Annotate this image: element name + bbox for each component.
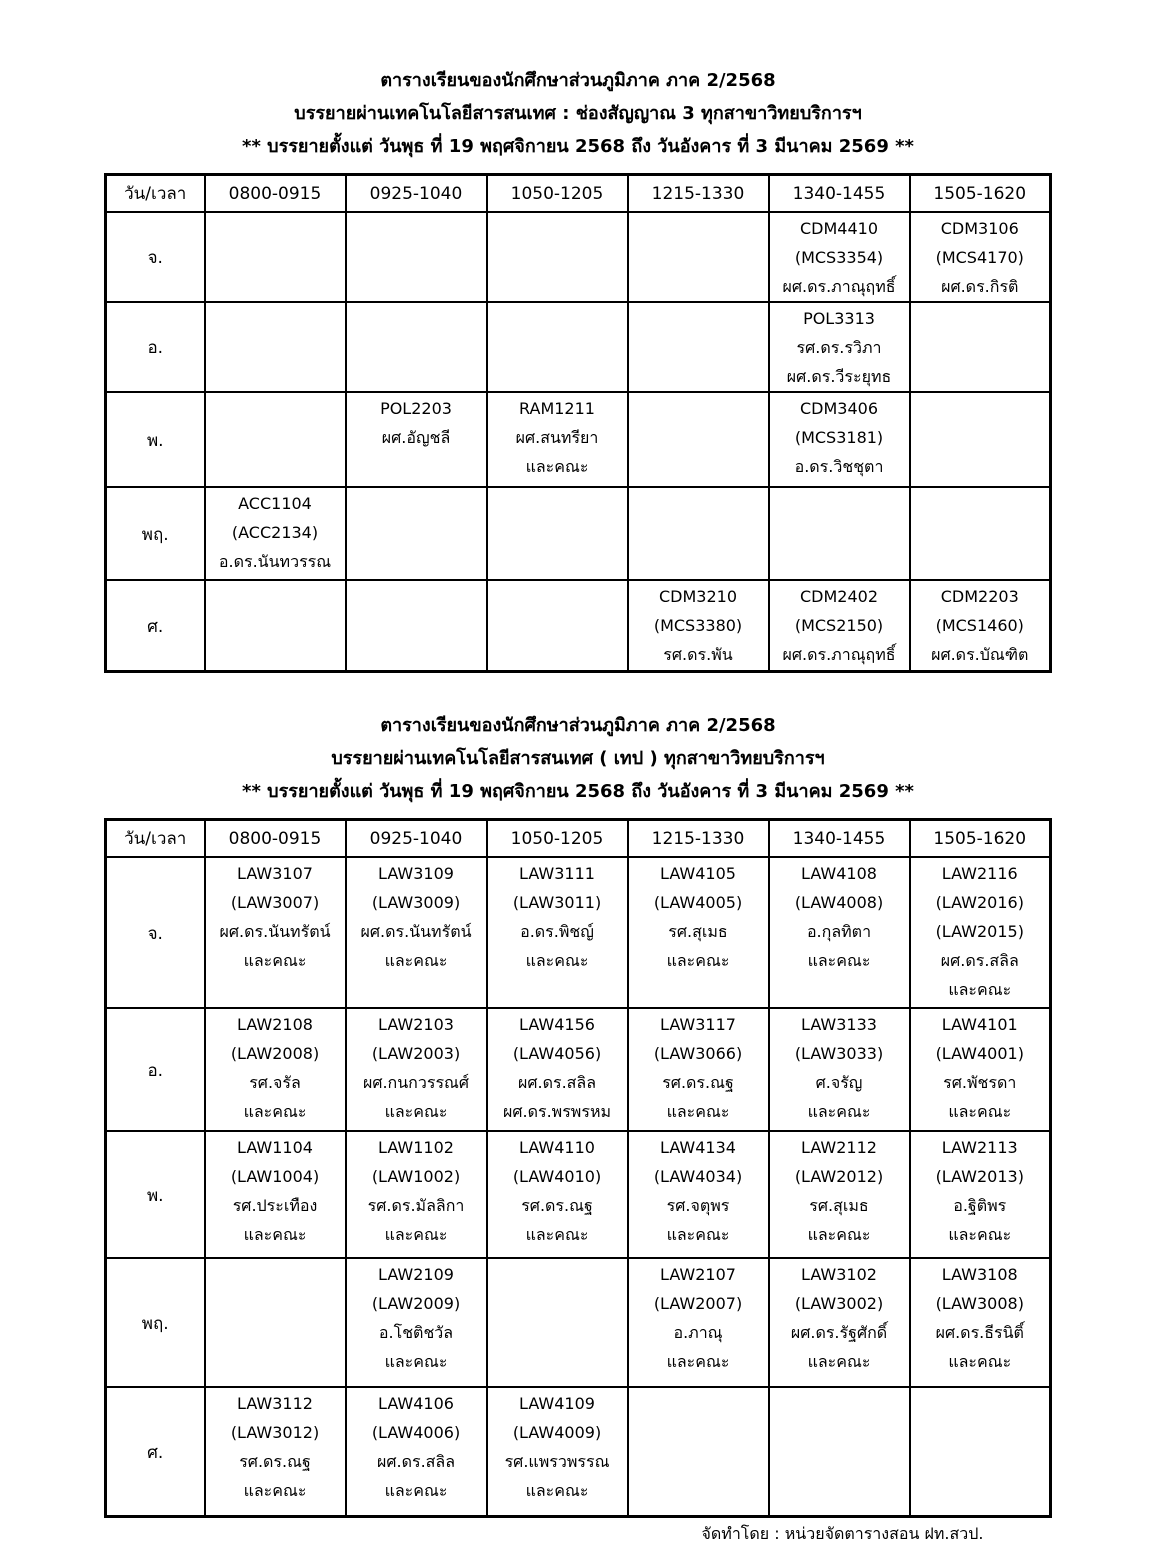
cell-line: ผศ.ดร.ธีรนิติ์ xyxy=(935,1323,1024,1342)
cell-line: และคณะ xyxy=(243,1481,307,1500)
column-header: 1215-1330 xyxy=(628,175,769,213)
cell-line: LAW2116 xyxy=(941,864,1018,883)
cell-line: LAW2109 xyxy=(378,1265,454,1284)
schedule-row xyxy=(106,1258,1051,1387)
cell-line: CDM2402 xyxy=(799,587,878,606)
column-header: 0800-0915 xyxy=(205,175,346,213)
day-label: พ. xyxy=(106,392,205,487)
table1-title-line-2: บรรยายผ่านเทคโนโลยีสารสนเทศ : ช่องสัญญาณ 3 ทุกสาขาวิทยบริการฯ xyxy=(294,103,862,124)
course-cell xyxy=(487,1008,628,1131)
cell-line: (LAW3011) xyxy=(512,893,602,912)
cell-line: LAW3102 xyxy=(801,1265,877,1284)
cell-line: รศ.พัชรดา xyxy=(943,1073,1017,1092)
course-cell xyxy=(205,487,346,580)
empty-cell xyxy=(628,392,769,487)
empty-cell xyxy=(487,580,628,672)
course-cell xyxy=(205,857,346,1008)
schedule-row xyxy=(106,1387,1051,1517)
cell-line: LAW2113 xyxy=(941,1138,1018,1157)
cell-line: CDM3106 xyxy=(940,219,1019,238)
cell-line: และคณะ xyxy=(807,1225,871,1244)
cell-line: และคณะ xyxy=(948,1102,1012,1121)
column-header: 1505-1620 xyxy=(910,820,1051,858)
cell-line: อ.กุลทิตา xyxy=(806,922,872,941)
empty-cell xyxy=(628,1387,769,1517)
cell-line: ผศ.ดร.ภาณุฤทธิ์ xyxy=(782,645,896,664)
cell-line: และคณะ xyxy=(384,951,448,970)
schedule-row xyxy=(106,392,1051,487)
cell-line: (LAW2009) xyxy=(371,1294,461,1313)
course-cell xyxy=(769,302,910,392)
cell-line: LAW2108 xyxy=(237,1015,313,1034)
tape-schedule-table xyxy=(104,818,1052,1518)
cell-line: ผศ.ดร.วีระยุทธ xyxy=(786,367,892,386)
course-cell xyxy=(628,857,769,1008)
day-label: จ. xyxy=(106,212,205,302)
empty-cell xyxy=(910,487,1051,580)
cell-line: (MCS2150) xyxy=(794,616,884,635)
cell-line: และคณะ xyxy=(525,1225,589,1244)
cell-line: รศ.แพรวพรรณ xyxy=(504,1452,610,1471)
course-cell xyxy=(628,1131,769,1258)
cell-line: (MCS3354) xyxy=(794,248,884,267)
course-cell xyxy=(487,1131,628,1258)
day-label: พ. xyxy=(106,1131,205,1258)
cell-line: รศ.ดร.ณฐ xyxy=(662,1073,734,1092)
cell-line: และคณะ xyxy=(243,951,307,970)
course-cell xyxy=(628,1008,769,1131)
course-cell xyxy=(346,1258,487,1387)
empty-cell xyxy=(769,1387,910,1517)
cell-line: CDM3210 xyxy=(658,587,737,606)
empty-cell xyxy=(769,487,910,580)
cell-line: และคณะ xyxy=(384,1352,448,1371)
cell-line: (LAW4006) xyxy=(371,1423,461,1442)
cell-line: LAW2112 xyxy=(801,1138,877,1157)
cell-line: LAW3111 xyxy=(519,864,595,883)
cell-line: LAW3107 xyxy=(237,864,313,883)
empty-cell xyxy=(346,487,487,580)
table-header-row xyxy=(106,175,1051,213)
empty-cell xyxy=(346,302,487,392)
course-cell xyxy=(487,1387,628,1517)
cell-line: (LAW2007) xyxy=(653,1294,743,1313)
cell-line: ผศ.สนทรียา xyxy=(515,428,599,447)
cell-line: (ACC2134) xyxy=(231,523,319,542)
cell-line: และคณะ xyxy=(525,951,589,970)
cell-line: LAW4105 xyxy=(660,864,736,883)
cell-line: รศ.ดร.รวิภา xyxy=(796,338,882,357)
day-label: ศ. xyxy=(106,580,205,672)
course-cell xyxy=(628,580,769,672)
cell-line: (MCS3380) xyxy=(653,616,743,635)
table2-title-line-3: ** บรรยายตั้งแต่ วันพุธ ที่ 19 พฤศจิกายน 2568 ถึง วันอังคาร ที่ 3 มีนาคม 2569 ** xyxy=(242,781,914,802)
cell-line: ผศ.ดร.นันทรัตน์ xyxy=(219,922,331,941)
table2-title-block xyxy=(107,673,1050,808)
empty-cell xyxy=(487,1258,628,1387)
cell-line: รศ.ดร.พัน xyxy=(663,645,733,664)
table-header-row xyxy=(106,820,1051,858)
cell-line: CDM2203 xyxy=(940,587,1019,606)
cell-line: อ.ภาณุ xyxy=(673,1323,723,1342)
cell-line: อ.ดร.นันทวรรณ xyxy=(218,552,332,571)
column-header: 1050-1205 xyxy=(487,175,628,213)
cell-line: ผศ.ดร.ภาณุฤทธิ์ xyxy=(782,277,896,296)
column-header: 0925-1040 xyxy=(346,175,487,213)
day-label: อ. xyxy=(106,1008,205,1131)
day-label: พฤ. xyxy=(106,1258,205,1387)
cell-line: และคณะ xyxy=(948,1225,1012,1244)
column-header: วัน/เวลา xyxy=(106,175,205,213)
cell-line: LAW1102 xyxy=(378,1138,454,1157)
cell-line: และคณะ xyxy=(666,1225,730,1244)
cell-line: (LAW2016) xyxy=(935,893,1024,912)
cell-line: (LAW2008) xyxy=(230,1044,320,1063)
course-cell xyxy=(346,857,487,1008)
cell-line: (LAW2012) xyxy=(794,1167,884,1186)
cell-line: รศ.จตุพร xyxy=(666,1196,730,1215)
cell-line: LAW3117 xyxy=(660,1015,736,1034)
empty-cell xyxy=(910,392,1051,487)
cell-line: และคณะ xyxy=(384,1225,448,1244)
cell-line: รศ.ดร.ณฐ xyxy=(239,1452,311,1471)
cell-line: รศ.สุเมธ xyxy=(809,1196,869,1215)
empty-cell xyxy=(205,1258,346,1387)
column-header: วัน/เวลา xyxy=(106,820,205,858)
course-cell xyxy=(910,857,1051,1008)
cell-line: ผศ.อัญชลี xyxy=(381,428,451,447)
cell-line: (LAW2003) xyxy=(371,1044,461,1063)
cell-line: อ.โชติชวัล xyxy=(378,1323,454,1342)
column-header: 1505-1620 xyxy=(910,175,1051,213)
cell-line: (LAW4056) xyxy=(512,1044,602,1063)
cell-line: และคณะ xyxy=(525,457,589,476)
empty-cell xyxy=(910,1387,1051,1517)
cell-line: (LAW3009) xyxy=(371,893,461,912)
schedule-row xyxy=(106,857,1051,1008)
cell-line: CDM3406 xyxy=(799,399,878,418)
cell-line: ผศ.ดร.บัณฑิต xyxy=(931,645,1029,664)
table1-title-line-3: ** บรรยายตั้งแต่ วันพุธ ที่ 19 พฤศจิกายน 2568 ถึง วันอังคาร ที่ 3 มีนาคม 2569 ** xyxy=(242,136,914,157)
cell-line: LAW3112 xyxy=(237,1394,313,1413)
empty-cell xyxy=(487,212,628,302)
column-header: 1340-1455 xyxy=(769,175,910,213)
cell-line: (LAW1004) xyxy=(230,1167,320,1186)
cell-line: (LAW3008) xyxy=(935,1294,1024,1313)
course-cell xyxy=(910,1131,1051,1258)
cell-line: ผศ.ดร.รัฐศักดิ์ xyxy=(790,1323,888,1342)
day-label: พฤ. xyxy=(106,487,205,580)
table2-title-line-1: ตารางเรียนของนักศึกษาส่วนภูมิภาค ภาค 2/2568 xyxy=(380,715,776,736)
cell-line: POL3313 xyxy=(803,309,875,328)
course-cell xyxy=(346,392,487,487)
empty-cell xyxy=(205,302,346,392)
cell-line: อ.ดร.พิชญ์ xyxy=(520,922,594,941)
cell-line: (LAW4008) xyxy=(794,893,884,912)
course-cell xyxy=(205,1008,346,1131)
schedule-row xyxy=(106,1008,1051,1131)
cell-line: และคณะ xyxy=(948,1352,1012,1371)
cell-line: รศ.ดร.ณฐ xyxy=(521,1196,593,1215)
course-cell xyxy=(628,1258,769,1387)
cell-line: ผศ.ดร.นันทรัตน์ xyxy=(360,922,472,941)
course-cell xyxy=(910,1258,1051,1387)
cell-line: ผศ.ดร.พรพรหม xyxy=(502,1102,612,1121)
column-header: 1215-1330 xyxy=(628,820,769,858)
cell-line: ACC1104 xyxy=(238,494,312,513)
course-cell xyxy=(910,1008,1051,1131)
cell-line: (LAW3066) xyxy=(653,1044,743,1063)
course-cell xyxy=(346,1008,487,1131)
cell-line: (LAW4001) xyxy=(935,1044,1024,1063)
course-cell xyxy=(910,580,1051,672)
cell-line: LAW3108 xyxy=(941,1265,1018,1284)
cell-line: และคณะ xyxy=(666,951,730,970)
cell-line: LAW1104 xyxy=(237,1138,313,1157)
cell-line: และคณะ xyxy=(948,980,1012,999)
course-cell xyxy=(769,392,910,487)
empty-cell xyxy=(628,487,769,580)
cell-line: และคณะ xyxy=(243,1225,307,1244)
cell-line: ผศ.กนกวรรณศ์ xyxy=(362,1073,470,1092)
empty-cell xyxy=(628,212,769,302)
empty-cell xyxy=(205,580,346,672)
cell-line: รศ.สุเมธ xyxy=(668,922,728,941)
prepared-by-note: จัดทำโดย : หน่วยจัดตารางสอน ฝท.สวป. xyxy=(701,1524,984,1543)
course-cell xyxy=(769,1131,910,1258)
cell-line: (LAW3012) xyxy=(230,1423,320,1442)
cell-line: (MCS1460) xyxy=(935,616,1024,635)
cell-line: รศ.ประเทือง xyxy=(232,1196,318,1215)
empty-cell xyxy=(205,212,346,302)
empty-cell xyxy=(628,302,769,392)
course-cell xyxy=(910,212,1051,302)
empty-cell xyxy=(205,392,346,487)
cell-line: (LAW2013) xyxy=(935,1167,1024,1186)
day-label: ศ. xyxy=(106,1387,205,1517)
cell-line: (LAW4009) xyxy=(512,1423,602,1442)
course-cell xyxy=(487,857,628,1008)
column-header: 0925-1040 xyxy=(346,820,487,858)
cell-line: และคณะ xyxy=(807,1352,871,1371)
cell-line: และคณะ xyxy=(807,951,871,970)
empty-cell xyxy=(910,302,1051,392)
cell-line: และคณะ xyxy=(384,1102,448,1121)
cell-line: ผศ.ดร.สลิล xyxy=(376,1452,456,1471)
cell-line: และคณะ xyxy=(243,1102,307,1121)
cell-line: LAW4106 xyxy=(378,1394,454,1413)
column-header: 0800-0915 xyxy=(205,820,346,858)
cell-line: (LAW1002) xyxy=(371,1167,461,1186)
cell-line: POL2203 xyxy=(380,399,452,418)
cell-line: อ.ฐิติพร xyxy=(953,1196,1007,1215)
cell-line: ผศ.ดร.กิรติ xyxy=(941,277,1019,296)
course-cell xyxy=(769,1008,910,1131)
cell-line: LAW4134 xyxy=(660,1138,736,1157)
course-cell xyxy=(205,1387,346,1517)
course-cell xyxy=(769,580,910,672)
cell-line: RAM1211 xyxy=(519,399,595,418)
course-cell xyxy=(769,857,910,1008)
schedule-row xyxy=(106,1131,1051,1258)
cell-line: (LAW4010) xyxy=(512,1167,602,1186)
table1-title-block xyxy=(107,0,1050,163)
cell-line: และคณะ xyxy=(525,1481,589,1500)
cell-line: CDM4410 xyxy=(799,219,878,238)
cell-line: (LAW3007) xyxy=(230,893,320,912)
cell-line: LAW4101 xyxy=(941,1015,1018,1034)
cell-line: LAW3133 xyxy=(801,1015,877,1034)
cell-line: และคณะ xyxy=(666,1102,730,1121)
cell-line: รศ.ดร.มัลลิกา xyxy=(367,1196,465,1215)
cell-line: LAW4156 xyxy=(519,1015,595,1034)
table2-title-line-2: บรรยายผ่านเทคโนโลยีสารสนเทศ ( เทป ) ทุกสาขาวิทยบริการฯ xyxy=(331,748,825,769)
cell-line: รศ.จรัล xyxy=(249,1073,301,1092)
schedule-row xyxy=(106,487,1051,580)
cell-line: LAW4108 xyxy=(801,864,877,883)
day-label: จ. xyxy=(106,857,205,1008)
cell-line: (LAW4034) xyxy=(653,1167,743,1186)
course-cell xyxy=(205,1131,346,1258)
cell-line: (LAW3033) xyxy=(794,1044,884,1063)
cell-line: และคณะ xyxy=(666,1352,730,1371)
cell-line: ผศ.ดร.สลิล xyxy=(517,1073,597,1092)
schedule-row xyxy=(106,580,1051,672)
cell-line: LAW3109 xyxy=(378,864,454,883)
course-cell xyxy=(346,1131,487,1258)
schedule-row xyxy=(106,212,1051,302)
empty-cell xyxy=(487,487,628,580)
cell-line: และคณะ xyxy=(807,1102,871,1121)
day-label: อ. xyxy=(106,302,205,392)
cell-line: (LAW2015) xyxy=(935,922,1024,941)
course-cell xyxy=(346,1387,487,1517)
cell-line: ผศ.ดร.สลิล xyxy=(940,951,1019,970)
cell-line: LAW2103 xyxy=(378,1015,454,1034)
empty-cell xyxy=(346,212,487,302)
channel3-schedule-table xyxy=(104,173,1052,673)
cell-line: LAW4110 xyxy=(519,1138,595,1157)
table1-title-line-1: ตารางเรียนของนักศึกษาส่วนภูมิภาค ภาค 2/2568 xyxy=(380,70,776,91)
schedule-row xyxy=(106,302,1051,392)
cell-line: ศ.จรัญ xyxy=(815,1073,863,1092)
column-header: 1050-1205 xyxy=(487,820,628,858)
column-header: 1340-1455 xyxy=(769,820,910,858)
course-cell xyxy=(487,392,628,487)
cell-line: LAW2107 xyxy=(660,1265,736,1284)
course-cell xyxy=(769,212,910,302)
cell-line: (MCS3181) xyxy=(794,428,884,447)
empty-cell xyxy=(487,302,628,392)
cell-line: (LAW4005) xyxy=(653,893,743,912)
empty-cell xyxy=(346,580,487,672)
cell-line: (MCS4170) xyxy=(935,248,1024,267)
cell-line: (LAW3002) xyxy=(794,1294,884,1313)
cell-line: LAW4109 xyxy=(519,1394,595,1413)
cell-line: และคณะ xyxy=(384,1481,448,1500)
course-cell xyxy=(769,1258,910,1387)
cell-line: อ.ดร.วิชชุตา xyxy=(794,457,884,476)
